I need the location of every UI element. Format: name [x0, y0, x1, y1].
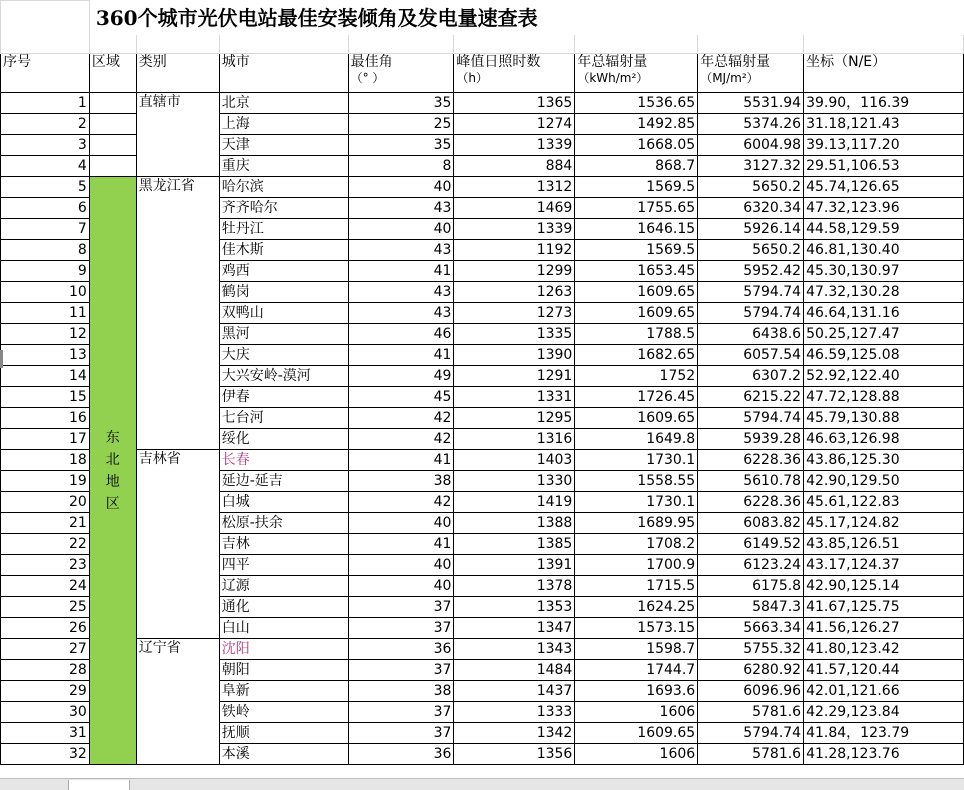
cell-city[interactable]: 佳木斯: [219, 240, 348, 261]
cell-rad-mj[interactable]: 6004.98: [698, 135, 804, 156]
header-hours-unit: （h）: [456, 71, 489, 85]
cell-coord[interactable]: 29.51,106.53: [804, 156, 964, 177]
header-seq[interactable]: 序号: [1, 54, 90, 93]
cell-rad-mj[interactable]: 5939.28: [698, 429, 804, 450]
cell-angle[interactable]: 41: [348, 261, 454, 282]
cell-category[interactable]: 吉林省: [136, 450, 219, 639]
cell-seq[interactable]: 14: [1, 366, 90, 387]
cell-rad-kwh[interactable]: 1609.65: [575, 408, 698, 429]
cell-city[interactable]: 沈阳: [219, 639, 348, 660]
cell-rad-kwh[interactable]: 1536.65: [575, 93, 698, 114]
cell-hours[interactable]: 1356: [454, 744, 575, 765]
header-rad-kwh-unit: （kWh/m²）: [577, 71, 649, 85]
cell-angle[interactable]: 43: [348, 240, 454, 261]
cell-seq[interactable]: 9: [1, 261, 90, 282]
cell-city[interactable]: 牡丹江: [219, 219, 348, 240]
cell-rad-mj[interactable]: 5794.74: [698, 723, 804, 744]
cell-coord[interactable]: 41.28,123.76: [804, 744, 964, 765]
cell[interactable]: [136, 35, 219, 54]
cell-rad-kwh[interactable]: 1752: [575, 366, 698, 387]
cell[interactable]: [575, 35, 698, 54]
cell-hours[interactable]: 1330: [454, 471, 575, 492]
cell[interactable]: [219, 35, 348, 54]
cell-hours[interactable]: 1378: [454, 576, 575, 597]
table-row: [1, 93, 964, 114]
cell-seq[interactable]: 2: [1, 114, 90, 135]
cell-rad-mj[interactable]: 5926.14: [698, 219, 804, 240]
cell-angle[interactable]: 40: [348, 576, 454, 597]
cell-angle[interactable]: 36: [348, 744, 454, 765]
cell-coord[interactable]: 45.17,124.82: [804, 513, 964, 534]
cell-rad-mj[interactable]: 5663.34: [698, 618, 804, 639]
header-hours-label: 峰值日照时数: [456, 54, 541, 70]
cell-city[interactable]: 七台河: [219, 408, 348, 429]
cell-seq[interactable]: 19: [1, 471, 90, 492]
cell-city[interactable]: 长春: [219, 450, 348, 471]
cell-hours[interactable]: 1335: [454, 324, 575, 345]
cell-rad-mj[interactable]: 6057.54: [698, 345, 804, 366]
cell-rad-mj[interactable]: 6228.36: [698, 492, 804, 513]
cell-city[interactable]: 伊春: [219, 387, 348, 408]
cell-city[interactable]: 鸡西: [219, 261, 348, 282]
header-rad-mj[interactable]: [698, 54, 804, 93]
cell-hours[interactable]: 1333: [454, 702, 575, 723]
cell-hours[interactable]: 1419: [454, 492, 575, 513]
cell-rad-mj[interactable]: 5650.2: [698, 240, 804, 261]
cell[interactable]: [1, 1, 90, 36]
cell-angle[interactable]: 49: [348, 366, 454, 387]
cell[interactable]: [454, 35, 575, 54]
cell-coord[interactable]: 46.64,131.16: [804, 303, 964, 324]
cell-seq[interactable]: 16: [1, 408, 90, 429]
cell-angle[interactable]: 38: [348, 681, 454, 702]
cell-rad-mj[interactable]: 5755.32: [698, 639, 804, 660]
cell[interactable]: [698, 35, 804, 54]
cell-coord[interactable]: 39.13,117.20: [804, 135, 964, 156]
cell-angle[interactable]: 37: [348, 597, 454, 618]
cell-rad-mj[interactable]: 6215.22: [698, 387, 804, 408]
cell-angle[interactable]: 37: [348, 723, 454, 744]
cell-coord[interactable]: 50.25,127.47: [804, 324, 964, 345]
cell-rad-mj[interactable]: 6228.36: [698, 450, 804, 471]
cell-hours[interactable]: 1484: [454, 660, 575, 681]
cell-city[interactable]: 重庆: [219, 156, 348, 177]
header-city[interactable]: 城市: [219, 54, 348, 93]
cell-city[interactable]: 阜新: [219, 681, 348, 702]
cell-rad-kwh[interactable]: 1708.2: [575, 534, 698, 555]
cell-angle[interactable]: 40: [348, 219, 454, 240]
cell-rad-mj[interactable]: 5531.94: [698, 93, 804, 114]
cell-region[interactable]: [89, 93, 136, 114]
header-rad-kwh[interactable]: [575, 54, 698, 93]
cell-angle[interactable]: 25: [348, 114, 454, 135]
cell-rad-mj[interactable]: 6123.24: [698, 555, 804, 576]
cell-angle[interactable]: 37: [348, 660, 454, 681]
cell-rad-kwh[interactable]: 1682.65: [575, 345, 698, 366]
cell-angle[interactable]: 41: [348, 534, 454, 555]
cell-rad-kwh[interactable]: 1609.65: [575, 282, 698, 303]
cell-coord[interactable]: 45.74,126.65: [804, 177, 964, 198]
cell-seq[interactable]: 12: [1, 324, 90, 345]
cell-rad-mj[interactable]: 5650.2: [698, 177, 804, 198]
cell-rad-kwh[interactable]: 1693.6: [575, 681, 698, 702]
cell-hours[interactable]: 1390: [454, 345, 575, 366]
cell-city[interactable]: 通化: [219, 597, 348, 618]
cell-coord[interactable]: 43.86,125.30: [804, 450, 964, 471]
cell-rad-kwh[interactable]: 1606: [575, 702, 698, 723]
cell-seq[interactable]: 7: [1, 219, 90, 240]
cell-coord[interactable]: 41.67,125.75: [804, 597, 964, 618]
cell-seq[interactable]: 10: [1, 282, 90, 303]
cell-city[interactable]: 大庆: [219, 345, 348, 366]
cell-seq[interactable]: 20: [1, 492, 90, 513]
cell-seq[interactable]: 13: [1, 345, 90, 366]
cell-rad-mj[interactable]: 3127.32: [698, 156, 804, 177]
cell-angle[interactable]: 38: [348, 471, 454, 492]
cell-angle[interactable]: 40: [348, 555, 454, 576]
cell-rad-kwh[interactable]: 1730.1: [575, 492, 698, 513]
table-row: [1, 450, 964, 471]
cell-hours[interactable]: 1295: [454, 408, 575, 429]
cell-angle[interactable]: 35: [348, 135, 454, 156]
cell-seq[interactable]: 4: [1, 156, 90, 177]
cell[interactable]: [1, 35, 90, 54]
cell-seq[interactable]: 22: [1, 534, 90, 555]
cell-hours[interactable]: 1343: [454, 639, 575, 660]
cell-seq[interactable]: 11: [1, 303, 90, 324]
sheet-title[interactable]: 360个城市光伏电站最佳安装倾角及发电量速查表: [95, 5, 538, 30]
header-hours[interactable]: [454, 54, 575, 93]
cell-rad-mj[interactable]: 6307.2: [698, 366, 804, 387]
cell-rad-mj[interactable]: 6149.52: [698, 534, 804, 555]
cell-seq[interactable]: 24: [1, 576, 90, 597]
header-coord[interactable]: 坐标（N/E）: [804, 54, 964, 93]
cell-category[interactable]: 辽宁省: [136, 639, 219, 765]
cell-hours[interactable]: 1403: [454, 450, 575, 471]
table-row: [1, 177, 964, 198]
cell-hours[interactable]: 1316: [454, 429, 575, 450]
cell-region[interactable]: [89, 114, 136, 135]
cell-rad-kwh[interactable]: 1492.85: [575, 114, 698, 135]
cell-seq[interactable]: 6: [1, 198, 90, 219]
cell-rad-kwh[interactable]: 868.7: [575, 156, 698, 177]
cell-angle[interactable]: 41: [348, 345, 454, 366]
cell-seq[interactable]: 29: [1, 681, 90, 702]
region-cell[interactable]: [89, 177, 136, 765]
cell-seq[interactable]: 17: [1, 429, 90, 450]
cell-city[interactable]: 白城: [219, 492, 348, 513]
cell-angle[interactable]: 43: [348, 303, 454, 324]
cell-hours[interactable]: 1342: [454, 723, 575, 744]
cell-coord[interactable]: 42.90,125.14: [804, 576, 964, 597]
cell-rad-kwh[interactable]: 1730.1: [575, 450, 698, 471]
cell-coord[interactable]: 52.92,122.40: [804, 366, 964, 387]
cell-seq[interactable]: 18: [1, 450, 90, 471]
cell-rad-kwh[interactable]: 1649.8: [575, 429, 698, 450]
cell-city[interactable]: 大兴安岭-漠河: [219, 366, 348, 387]
cell-rad-kwh[interactable]: 1573.15: [575, 618, 698, 639]
cell-city[interactable]: 四平: [219, 555, 348, 576]
cell-rad-mj[interactable]: 5781.6: [698, 702, 804, 723]
cell-hours[interactable]: 1192: [454, 240, 575, 261]
cell-coord[interactable]: 45.61,122.83: [804, 492, 964, 513]
cell-hours[interactable]: 884: [454, 156, 575, 177]
cell-seq[interactable]: 3: [1, 135, 90, 156]
cell-coord[interactable]: 41.56,126.27: [804, 618, 964, 639]
cell-angle[interactable]: 43: [348, 198, 454, 219]
cell-coord[interactable]: 43.17,124.37: [804, 555, 964, 576]
cell-coord[interactable]: 46.81,130.40: [804, 240, 964, 261]
cell-seq[interactable]: 30: [1, 702, 90, 723]
cell-hours[interactable]: 1291: [454, 366, 575, 387]
cell-coord[interactable]: 47.72,128.88: [804, 387, 964, 408]
cell-city[interactable]: 白山: [219, 618, 348, 639]
cell-hours[interactable]: 1347: [454, 618, 575, 639]
cell-rad-mj[interactable]: 6175.8: [698, 576, 804, 597]
cell-city[interactable]: 黑河: [219, 324, 348, 345]
cell-coord[interactable]: 41.80,123.42: [804, 639, 964, 660]
cell-rad-mj[interactable]: 6096.96: [698, 681, 804, 702]
cell-city[interactable]: 松原-扶余: [219, 513, 348, 534]
cell-city[interactable]: 绥化: [219, 429, 348, 450]
cell-rad-kwh[interactable]: 1726.45: [575, 387, 698, 408]
cell-rad-kwh[interactable]: 1689.95: [575, 513, 698, 534]
cell-hours[interactable]: 1469: [454, 198, 575, 219]
cell-hours[interactable]: 1263: [454, 282, 575, 303]
cell-angle[interactable]: 41: [348, 450, 454, 471]
cell-rad-kwh[interactable]: 1755.65: [575, 198, 698, 219]
cell-rad-kwh[interactable]: 1744.7: [575, 660, 698, 681]
header-row: [1, 54, 964, 93]
cell-coord[interactable]: 41.57,120.44: [804, 660, 964, 681]
header-angle-label: 最佳角: [350, 54, 393, 70]
cell-coord[interactable]: 46.59,125.08: [804, 345, 964, 366]
cell-hours[interactable]: 1437: [454, 681, 575, 702]
cell-region[interactable]: [89, 156, 136, 177]
cell-seq[interactable]: 23: [1, 555, 90, 576]
cell-rad-kwh[interactable]: 1624.25: [575, 597, 698, 618]
cell-rad-mj[interactable]: 6280.92: [698, 660, 804, 681]
cell-angle[interactable]: 36: [348, 639, 454, 660]
cell-city[interactable]: 吉林: [219, 534, 348, 555]
cell-angle[interactable]: 43: [348, 282, 454, 303]
cell[interactable]: [348, 35, 454, 54]
cell-coord[interactable]: 31.18,121.43: [804, 114, 964, 135]
cell-seq[interactable]: 26: [1, 618, 90, 639]
cell-angle[interactable]: 40: [348, 177, 454, 198]
cell-coord[interactable]: 47.32,123.96: [804, 198, 964, 219]
row-resize-handle[interactable]: [0, 350, 3, 368]
cell-rad-kwh[interactable]: 1609.65: [575, 723, 698, 744]
cell-angle[interactable]: 42: [348, 408, 454, 429]
cell-seq[interactable]: 32: [1, 744, 90, 765]
cell-hours[interactable]: 1391: [454, 555, 575, 576]
header-angle-unit: （° ）: [350, 71, 385, 85]
cell-seq[interactable]: 25: [1, 597, 90, 618]
cell[interactable]: [89, 35, 136, 54]
cell-rad-mj[interactable]: 5794.74: [698, 282, 804, 303]
cell-category[interactable]: 直辖市: [136, 93, 219, 177]
cell-angle[interactable]: 42: [348, 492, 454, 513]
cell-rad-mj[interactable]: 6320.34: [698, 198, 804, 219]
cell-coord[interactable]: 42.90,129.50: [804, 471, 964, 492]
cell-rad-kwh[interactable]: 1700.9: [575, 555, 698, 576]
cell-city[interactable]: 本溪: [219, 744, 348, 765]
cell-rad-kwh[interactable]: 1653.45: [575, 261, 698, 282]
header-rad-mj-label: 年总辐射量: [700, 54, 771, 70]
header-rad-kwh-label: 年总辐射量: [577, 54, 648, 70]
cell-hours[interactable]: 1273: [454, 303, 575, 324]
cell-city[interactable]: 齐齐哈尔: [219, 198, 348, 219]
cell-coord[interactable]: 42.29,123.84: [804, 702, 964, 723]
cell-hours[interactable]: 1312: [454, 177, 575, 198]
cell-city[interactable]: 铁岭: [219, 702, 348, 723]
cell-city[interactable]: 上海: [219, 114, 348, 135]
cell-rad-kwh[interactable]: 1715.5: [575, 576, 698, 597]
cell-hours[interactable]: 1339: [454, 219, 575, 240]
cell-hours[interactable]: 1353: [454, 597, 575, 618]
cell-rad-kwh[interactable]: 1788.5: [575, 324, 698, 345]
cell-city[interactable]: 朝阳: [219, 660, 348, 681]
cell-hours[interactable]: 1385: [454, 534, 575, 555]
cell-rad-kwh[interactable]: 1558.55: [575, 471, 698, 492]
cell-coord[interactable]: 43.85,126.51: [804, 534, 964, 555]
cell-rad-mj[interactable]: 5952.42: [698, 261, 804, 282]
sheet-tab-bar: [0, 778, 964, 790]
cell-coord[interactable]: 47.32,130.28: [804, 282, 964, 303]
cell-city[interactable]: 双鸭山: [219, 303, 348, 324]
cell-rad-mj[interactable]: 5847.3: [698, 597, 804, 618]
cell-rad-kwh[interactable]: 1569.5: [575, 240, 698, 261]
header-category[interactable]: 类别: [136, 54, 219, 93]
cell-city[interactable]: 辽源: [219, 576, 348, 597]
cell-rad-kwh[interactable]: 1606: [575, 744, 698, 765]
header-angle[interactable]: [348, 54, 454, 93]
cell-hours[interactable]: 1365: [454, 93, 575, 114]
cell-hours[interactable]: 1299: [454, 261, 575, 282]
cell-rad-kwh[interactable]: 1646.15: [575, 219, 698, 240]
cell-rad-mj[interactable]: 5781.6: [698, 744, 804, 765]
region-label: 东北地区: [105, 429, 120, 512]
cell-city[interactable]: 鹤岗: [219, 282, 348, 303]
cell-category[interactable]: 黑龙江省: [136, 177, 219, 450]
cell-seq[interactable]: 15: [1, 387, 90, 408]
cell-seq[interactable]: 1: [1, 93, 90, 114]
header-region[interactable]: 区域: [89, 54, 136, 93]
cell-rad-mj[interactable]: 5794.74: [698, 408, 804, 429]
cell-coord[interactable]: 42.01,121.66: [804, 681, 964, 702]
cell-coord[interactable]: 44.58,129.59: [804, 219, 964, 240]
cell-hours[interactable]: 1331: [454, 387, 575, 408]
cell-angle[interactable]: 40: [348, 513, 454, 534]
cell-seq[interactable]: 21: [1, 513, 90, 534]
cell[interactable]: [804, 35, 964, 54]
cell-rad-kwh[interactable]: 1569.5: [575, 177, 698, 198]
cell-angle[interactable]: 42: [348, 429, 454, 450]
cell-rad-mj[interactable]: 5374.26: [698, 114, 804, 135]
cell-seq[interactable]: 28: [1, 660, 90, 681]
cell-hours[interactable]: 1274: [454, 114, 575, 135]
cell-angle[interactable]: 8: [348, 156, 454, 177]
cell-hours[interactable]: 1339: [454, 135, 575, 156]
cell-city[interactable]: 北京: [219, 93, 348, 114]
cell-seq[interactable]: 31: [1, 723, 90, 744]
cell-region[interactable]: [89, 135, 136, 156]
cell-angle[interactable]: 37: [348, 618, 454, 639]
cell-coord[interactable]: 45.79,130.88: [804, 408, 964, 429]
cell-coord[interactable]: 45.30,130.97: [804, 261, 964, 282]
cell-seq[interactable]: 8: [1, 240, 90, 261]
cell-city[interactable]: 哈尔滨: [219, 177, 348, 198]
cell-angle[interactable]: 45: [348, 387, 454, 408]
cell-rad-mj[interactable]: 5794.74: [698, 303, 804, 324]
cell-rad-mj[interactable]: 6438.6: [698, 324, 804, 345]
cell-seq[interactable]: 27: [1, 639, 90, 660]
cell-hours[interactable]: 1388: [454, 513, 575, 534]
cell-angle[interactable]: 37: [348, 702, 454, 723]
cell-city[interactable]: 延边-延吉: [219, 471, 348, 492]
cell-angle[interactable]: 35: [348, 93, 454, 114]
cell-rad-kwh[interactable]: 1609.65: [575, 303, 698, 324]
cell-angle[interactable]: 46: [348, 324, 454, 345]
cell-coord[interactable]: 41.84，123.79: [804, 723, 964, 744]
cell-rad-kwh[interactable]: 1668.05: [575, 135, 698, 156]
cell-city[interactable]: 天津: [219, 135, 348, 156]
cell-rad-mj[interactable]: 6083.82: [698, 513, 804, 534]
cell-seq[interactable]: 5: [1, 177, 90, 198]
header-rad-mj-unit: （MJ/m²）: [700, 71, 759, 85]
cell-rad-mj[interactable]: 5610.78: [698, 471, 804, 492]
cell-city[interactable]: 抚顺: [219, 723, 348, 744]
table-row: [1, 639, 964, 660]
cell-coord[interactable]: 46.63,126.98: [804, 429, 964, 450]
cell-coord[interactable]: 39.90，116.39: [804, 93, 964, 114]
cell-rad-kwh[interactable]: 1598.7: [575, 639, 698, 660]
